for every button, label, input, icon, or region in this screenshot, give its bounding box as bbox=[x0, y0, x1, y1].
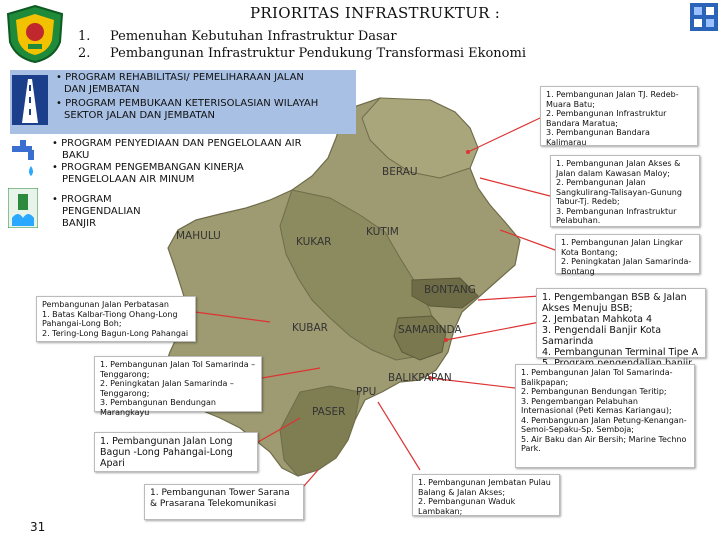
program-road-line-4: SEKTOR JALAN DAN JEMBATAN bbox=[64, 110, 215, 121]
water-tap-icon bbox=[8, 140, 38, 186]
subtitle-2: Pembangunan Infrastruktur Pendukung Transformasi Ekonomi bbox=[110, 46, 526, 61]
program-water-line-4: PENGELOLAAN AIR MINUM bbox=[62, 174, 195, 185]
region-label-paser: PASER bbox=[312, 406, 346, 418]
card-mahulu-tower bbox=[144, 484, 304, 520]
region-label-kukar-top: KUKAR bbox=[296, 236, 332, 248]
marker-dot bbox=[466, 150, 470, 154]
card-item: 4. Pembangunan Terminal Tipe A bbox=[542, 347, 699, 358]
card-item: 2. Jembatan Mahkota 4 bbox=[542, 314, 653, 325]
region-label-kubar: KUBAR bbox=[292, 322, 328, 334]
flood-control-icon bbox=[8, 188, 38, 228]
card-ppu-infra bbox=[412, 474, 560, 516]
card-item: 5. Air Baku dan Air Bersih; Marine Techno Park. bbox=[521, 434, 687, 453]
card-item: 1. Pengembangan BSB & Jalan Akses Menuju BSB; bbox=[542, 292, 687, 314]
region-label-kutim: KUTIM bbox=[366, 226, 399, 238]
card-item: 1. Pembangunan Tower Sarana & Prasarana Telekomunikasi bbox=[150, 488, 290, 509]
card-item: 1. Pembangunan Jalan Tol Samarinda-Balikpapan; bbox=[521, 368, 673, 387]
card-kukar-infra bbox=[94, 356, 262, 417]
page-title: PRIORITAS INFRASTRUKTUR : bbox=[250, 4, 501, 22]
card-samarinda-infra bbox=[536, 288, 706, 358]
road-icon bbox=[12, 75, 48, 125]
marker-dot bbox=[444, 338, 448, 342]
program-road-line-2: DAN JEMBATAN bbox=[64, 84, 140, 95]
card-item: 2. Pembangunan Jalan Sangkulirang-Talisayan-Gunung Tabur-Tj. Redeb; bbox=[556, 178, 682, 206]
card-item: 2. Tering-Long Bagun-Long Pahangai bbox=[42, 328, 189, 338]
card-item: 1. Pembangunan Jalan Lingkar Kota Bontang; bbox=[561, 238, 683, 257]
program-water-line-1: • PROGRAM PENYEDIAAN DAN PENGELOLAAN AIR bbox=[52, 138, 302, 149]
program-flood-line-1: • PROGRAM bbox=[52, 194, 112, 205]
card-item: 1. Pembangunan Jalan Akses & Jalan dalam Kawasan Maloy; bbox=[556, 159, 681, 178]
card-item: 2. Peningkatan Jalan Samarinda-Bontang bbox=[561, 257, 692, 276]
card-item: 1. Batas Kalbar-Tiong Ohang-Long Pahangai-Long Boh; bbox=[42, 309, 178, 328]
program-flood-line-3: BANJIR bbox=[62, 218, 97, 229]
region-label-samarinda: SAMARINDA bbox=[398, 324, 462, 336]
card-item: 2. Pembangunan Infrastruktur Bandara Maratua; bbox=[546, 109, 667, 128]
card-item: 3. Pembangunan Infrastruktur Pelabuhan. bbox=[556, 206, 677, 225]
card-berau-infra bbox=[540, 86, 698, 146]
region-label-bontang: BONTANG bbox=[424, 284, 476, 296]
card-item: 2. Pembangunan Bendungan Teritip; bbox=[521, 387, 667, 396]
program-road-line-3: • PROGRAM PEMBUKAAN KETERISOLASIAN WILAYAH bbox=[56, 98, 319, 109]
card-item: Pembangunan Jalan Perbatasan bbox=[42, 300, 169, 309]
card-bontang-infra bbox=[555, 234, 700, 274]
region-label-balikpapan: BALIKPAPAN bbox=[388, 372, 452, 384]
card-item: 2. Pembangunan Waduk Lambakan; bbox=[418, 497, 516, 516]
card-item: 3. Pengembangan Pelabuhan Internasional (Peti Kemas Kariangau); bbox=[521, 396, 672, 415]
leader-berau bbox=[468, 118, 540, 152]
subtitle-num-2: 2. bbox=[78, 46, 91, 61]
region-label-berau: BERAU bbox=[382, 166, 418, 178]
program-road-line-1: • PROGRAM REHABILITASI/ PEMELIHARAAN JALAN bbox=[56, 72, 304, 83]
region-label-ppu: PPU bbox=[356, 386, 377, 398]
program-flood-line-2: PENGENDALIAN bbox=[62, 206, 141, 217]
leader-kutim bbox=[480, 178, 550, 196]
subtitle-num-1: 1. bbox=[78, 29, 91, 44]
card-perbatasan bbox=[36, 296, 196, 342]
card-item: 3. Pembangunan Bandara Kalimarau bbox=[546, 128, 650, 147]
page-number: 31 bbox=[30, 520, 46, 534]
card-mahulu-road bbox=[94, 432, 258, 472]
leader-ppu bbox=[378, 402, 420, 470]
card-item: 1. Pembangunan Jembatan Pulau Balang & Jalan Akses; bbox=[418, 478, 551, 497]
subtitle-1: Pemenuhan Kebutuhan Infrastruktur Dasar bbox=[110, 29, 397, 44]
card-item: 1. Pembangunan Jalan Tol Samarinda – Tenggarong; bbox=[100, 360, 256, 379]
region-label-mahulu: MAHULU bbox=[176, 230, 221, 242]
card-item: 2. Peningkatan Jalan Samarinda – Tenggarong; bbox=[100, 379, 234, 398]
card-item: 4. Pembangunan Jalan Petung-Kenangan-Semoi-Sepaku-Sp. Semboja; bbox=[521, 415, 687, 434]
card-kutim-infra bbox=[550, 155, 700, 227]
card-item: 3. Pembangunan Bendungan Marangkayu bbox=[100, 398, 216, 417]
card-item: 3. Pengendali Banjir Kota Samarinda bbox=[542, 325, 662, 347]
card-item: 1. Pembangunan Jalan Long Bagun -Long Pahangai-Long Apari bbox=[100, 436, 233, 469]
program-water-line-2: BAKU bbox=[62, 150, 90, 161]
program-water-line-3: • PROGRAM PENGEMBANGAN KINERJA bbox=[52, 162, 244, 173]
card-item: 1. Pembangunan Jalan TJ. Redeb-Muara Batu; bbox=[546, 90, 679, 109]
leader-bontang bbox=[478, 296, 540, 300]
card-balikpapan-infra bbox=[515, 364, 695, 468]
